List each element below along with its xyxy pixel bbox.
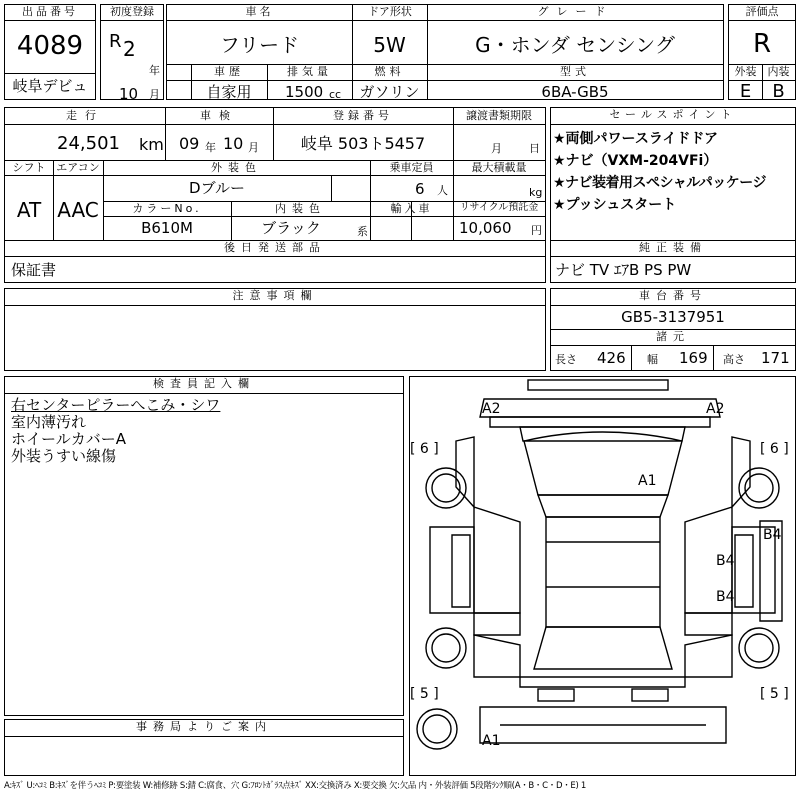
width: 169 bbox=[679, 349, 708, 367]
int-color-suffix: 系 bbox=[357, 225, 368, 238]
inspector-label: 検査員記入欄 bbox=[5, 377, 403, 394]
chassis-label: 車台番号 bbox=[551, 289, 795, 306]
mark-5-right: [ 5 ] bbox=[760, 686, 789, 702]
color-no-label: カラーNo. bbox=[132, 202, 202, 215]
inspector-note: 室内薄汚れ bbox=[11, 413, 87, 431]
shift: AT bbox=[16, 198, 42, 222]
transfer-day-unit: 日 bbox=[529, 142, 540, 155]
interior-color: ブラック bbox=[261, 219, 321, 237]
capacity-label: 乗車定員 bbox=[389, 161, 434, 174]
inspector-box bbox=[4, 376, 404, 716]
car-name-label: 車名 bbox=[167, 5, 352, 21]
exterior-color: Dブルー bbox=[189, 179, 245, 197]
transfer-month-unit: 月 bbox=[491, 142, 502, 155]
oem-equipment: ナビ TV ｴｱB PS PW bbox=[555, 261, 692, 279]
model-code: 6BA-GB5 bbox=[541, 83, 609, 101]
insp-month-unit: 月 bbox=[248, 141, 259, 154]
history: 自家用 bbox=[206, 83, 252, 101]
displacement: 1500 bbox=[285, 83, 324, 101]
interior-label: 内装 bbox=[767, 65, 790, 78]
details-box bbox=[4, 107, 546, 242]
overall-score: R bbox=[752, 29, 772, 59]
spec-label: 諸元 bbox=[656, 330, 690, 343]
inspector-note: 外装うすい線傷 bbox=[11, 447, 117, 465]
notes-box bbox=[4, 288, 546, 371]
later-parts: 保証書 bbox=[11, 261, 57, 279]
car-damage-diagram bbox=[410, 377, 795, 775]
length-label: 長さ bbox=[555, 353, 577, 366]
door-type: 5W bbox=[373, 33, 406, 57]
car-diagram-box bbox=[409, 376, 796, 776]
rear-lamp-right bbox=[632, 689, 668, 701]
score-box bbox=[728, 4, 796, 100]
front-bumper bbox=[480, 399, 720, 417]
max-load-unit: kg bbox=[529, 186, 543, 199]
capacity: 6 bbox=[415, 180, 425, 198]
inspection-label: 車検 bbox=[200, 109, 238, 122]
inspection-year: 09 bbox=[179, 134, 200, 153]
grade-label: グレード bbox=[427, 5, 723, 21]
sales-point: ★プッシュスタート bbox=[553, 197, 677, 213]
grade: G・ホンダ センシング bbox=[475, 33, 675, 57]
inspection-month: 10 bbox=[223, 134, 244, 153]
lot-number-label: 出品番号 bbox=[5, 5, 95, 21]
front-bumper-strip bbox=[528, 380, 668, 390]
air-conditioner: AAC bbox=[57, 198, 99, 222]
era: R bbox=[109, 31, 122, 52]
right-rear-quarter bbox=[685, 635, 732, 677]
roof bbox=[546, 517, 660, 627]
first-registration-label: 初度登録 bbox=[101, 5, 163, 21]
exterior-label: 外装 bbox=[734, 65, 757, 78]
length: 426 bbox=[597, 349, 626, 367]
windshield-top bbox=[520, 427, 685, 441]
import-label: 輸入車 bbox=[390, 202, 433, 215]
interior-grade: B bbox=[772, 81, 785, 102]
month-unit: 月 bbox=[149, 88, 160, 101]
sales-point: ★ナビ装着用スペシャルパッケージ bbox=[553, 175, 767, 191]
oem-label: 純正装備 bbox=[551, 241, 795, 257]
plate-number: 岐阜 503ト5457 bbox=[300, 134, 426, 153]
color-number: B610M bbox=[141, 219, 193, 237]
notes-label: 注意事項欄 bbox=[5, 289, 545, 306]
mileage-label: 走行 bbox=[66, 109, 104, 122]
rear-lamp-left bbox=[538, 689, 574, 701]
displacement-unit: cc bbox=[329, 88, 342, 101]
fuel: ガソリン bbox=[359, 83, 420, 101]
mark-b4-upper: B4 bbox=[716, 553, 735, 569]
sales-point: ★ナビ（VXM-204VFi） bbox=[553, 153, 718, 169]
auction-site: 岐阜デビュ bbox=[12, 77, 88, 95]
oem-equipment-box bbox=[550, 240, 796, 283]
capacity-unit: 人 bbox=[437, 184, 448, 197]
first-reg-month: 10 bbox=[119, 85, 139, 103]
later-parts-label: 後日発送部品 bbox=[5, 241, 545, 257]
recycle-fee: 10,060 bbox=[459, 219, 512, 237]
chassis-number: GB5-3137951 bbox=[621, 308, 725, 326]
transfer-label: 譲渡書類期限 bbox=[466, 109, 532, 122]
recycle-unit: 円 bbox=[531, 224, 542, 237]
width-label: 幅 bbox=[647, 353, 658, 366]
rear-glass bbox=[534, 627, 672, 669]
sales-point: ★両側パワースライドドア bbox=[553, 131, 719, 147]
vehicle-header-box bbox=[166, 4, 724, 100]
windshield bbox=[538, 495, 668, 517]
inspector-note: ホイールカバーA bbox=[11, 430, 126, 448]
lot-number: 4089 bbox=[16, 31, 84, 61]
int-color-label: 内装色 bbox=[275, 202, 326, 215]
office-box bbox=[4, 719, 404, 776]
first-registration-box bbox=[100, 4, 164, 103]
mark-a2-right: A2 bbox=[706, 401, 725, 417]
recycle-label: リサイクル預託金 bbox=[459, 202, 539, 213]
height-label: 高さ bbox=[723, 353, 745, 366]
ext-color-label: 外装色 bbox=[211, 161, 262, 174]
mark-b4-side: B4 bbox=[763, 527, 782, 543]
left-front-door bbox=[474, 507, 520, 613]
plate-label: 登録番号 bbox=[333, 109, 393, 122]
ac-label: エアコン bbox=[56, 161, 100, 174]
office-label: 事務局よりご案内 bbox=[5, 720, 403, 737]
car-name: フリード bbox=[219, 33, 300, 57]
mark-a2-left: A2 bbox=[482, 401, 501, 417]
mileage-unit: km bbox=[139, 135, 164, 154]
sales-points-box bbox=[550, 107, 796, 242]
left-rear-quarter bbox=[474, 635, 520, 677]
mark-a1-hood: A1 bbox=[638, 473, 657, 489]
chassis-box bbox=[550, 288, 796, 371]
mark-5-left: [ 5 ] bbox=[410, 686, 439, 702]
score-label: 評価点 bbox=[729, 5, 795, 21]
legend-text: A:ｷｽﾞ U:ﾍｺﾐ B:ｷｽﾞを伴うﾍｺﾐ P:要塗装 W:補修跡 S:錆 C:腐食、穴 G:ﾌﾛﾝﾄｶﾞﾗｽ点ｷｽﾞ XX:交換済み X:要交換 欠:欠品 内・外装評価 5段階ﾗﾝｸ順(A・B・C・D・E) 1 bbox=[4, 781, 587, 791]
mark-b4-lower: B4 bbox=[716, 589, 735, 605]
mark-a1-rear: A1 bbox=[482, 733, 501, 749]
mark-6-left: [ 6 ] bbox=[410, 441, 439, 457]
height: 171 bbox=[761, 349, 790, 367]
sales-points-label: セールスポイント bbox=[551, 108, 795, 125]
displacement-label: 排気量 bbox=[287, 65, 332, 78]
year-unit: 年 bbox=[149, 64, 160, 77]
first-reg-year: 2 bbox=[123, 37, 136, 61]
later-parts-box bbox=[4, 240, 546, 283]
max-load-label: 最大積載量 bbox=[471, 161, 527, 174]
mark-6-right: [ 6 ] bbox=[760, 441, 789, 457]
insp-year-unit: 年 bbox=[205, 141, 216, 154]
fuel-label: 燃料 bbox=[374, 65, 405, 78]
mileage: 24,501 bbox=[57, 133, 120, 154]
inspector-note: 右センターピラーへこみ・シワ bbox=[11, 396, 221, 414]
model-label: 型式 bbox=[560, 65, 590, 78]
lot-number-box bbox=[4, 4, 96, 100]
exterior-grade: E bbox=[739, 81, 752, 102]
shift-label: シフト bbox=[12, 161, 46, 174]
history-label: 車歴 bbox=[214, 65, 244, 78]
door-label: ドア形状 bbox=[352, 5, 427, 21]
